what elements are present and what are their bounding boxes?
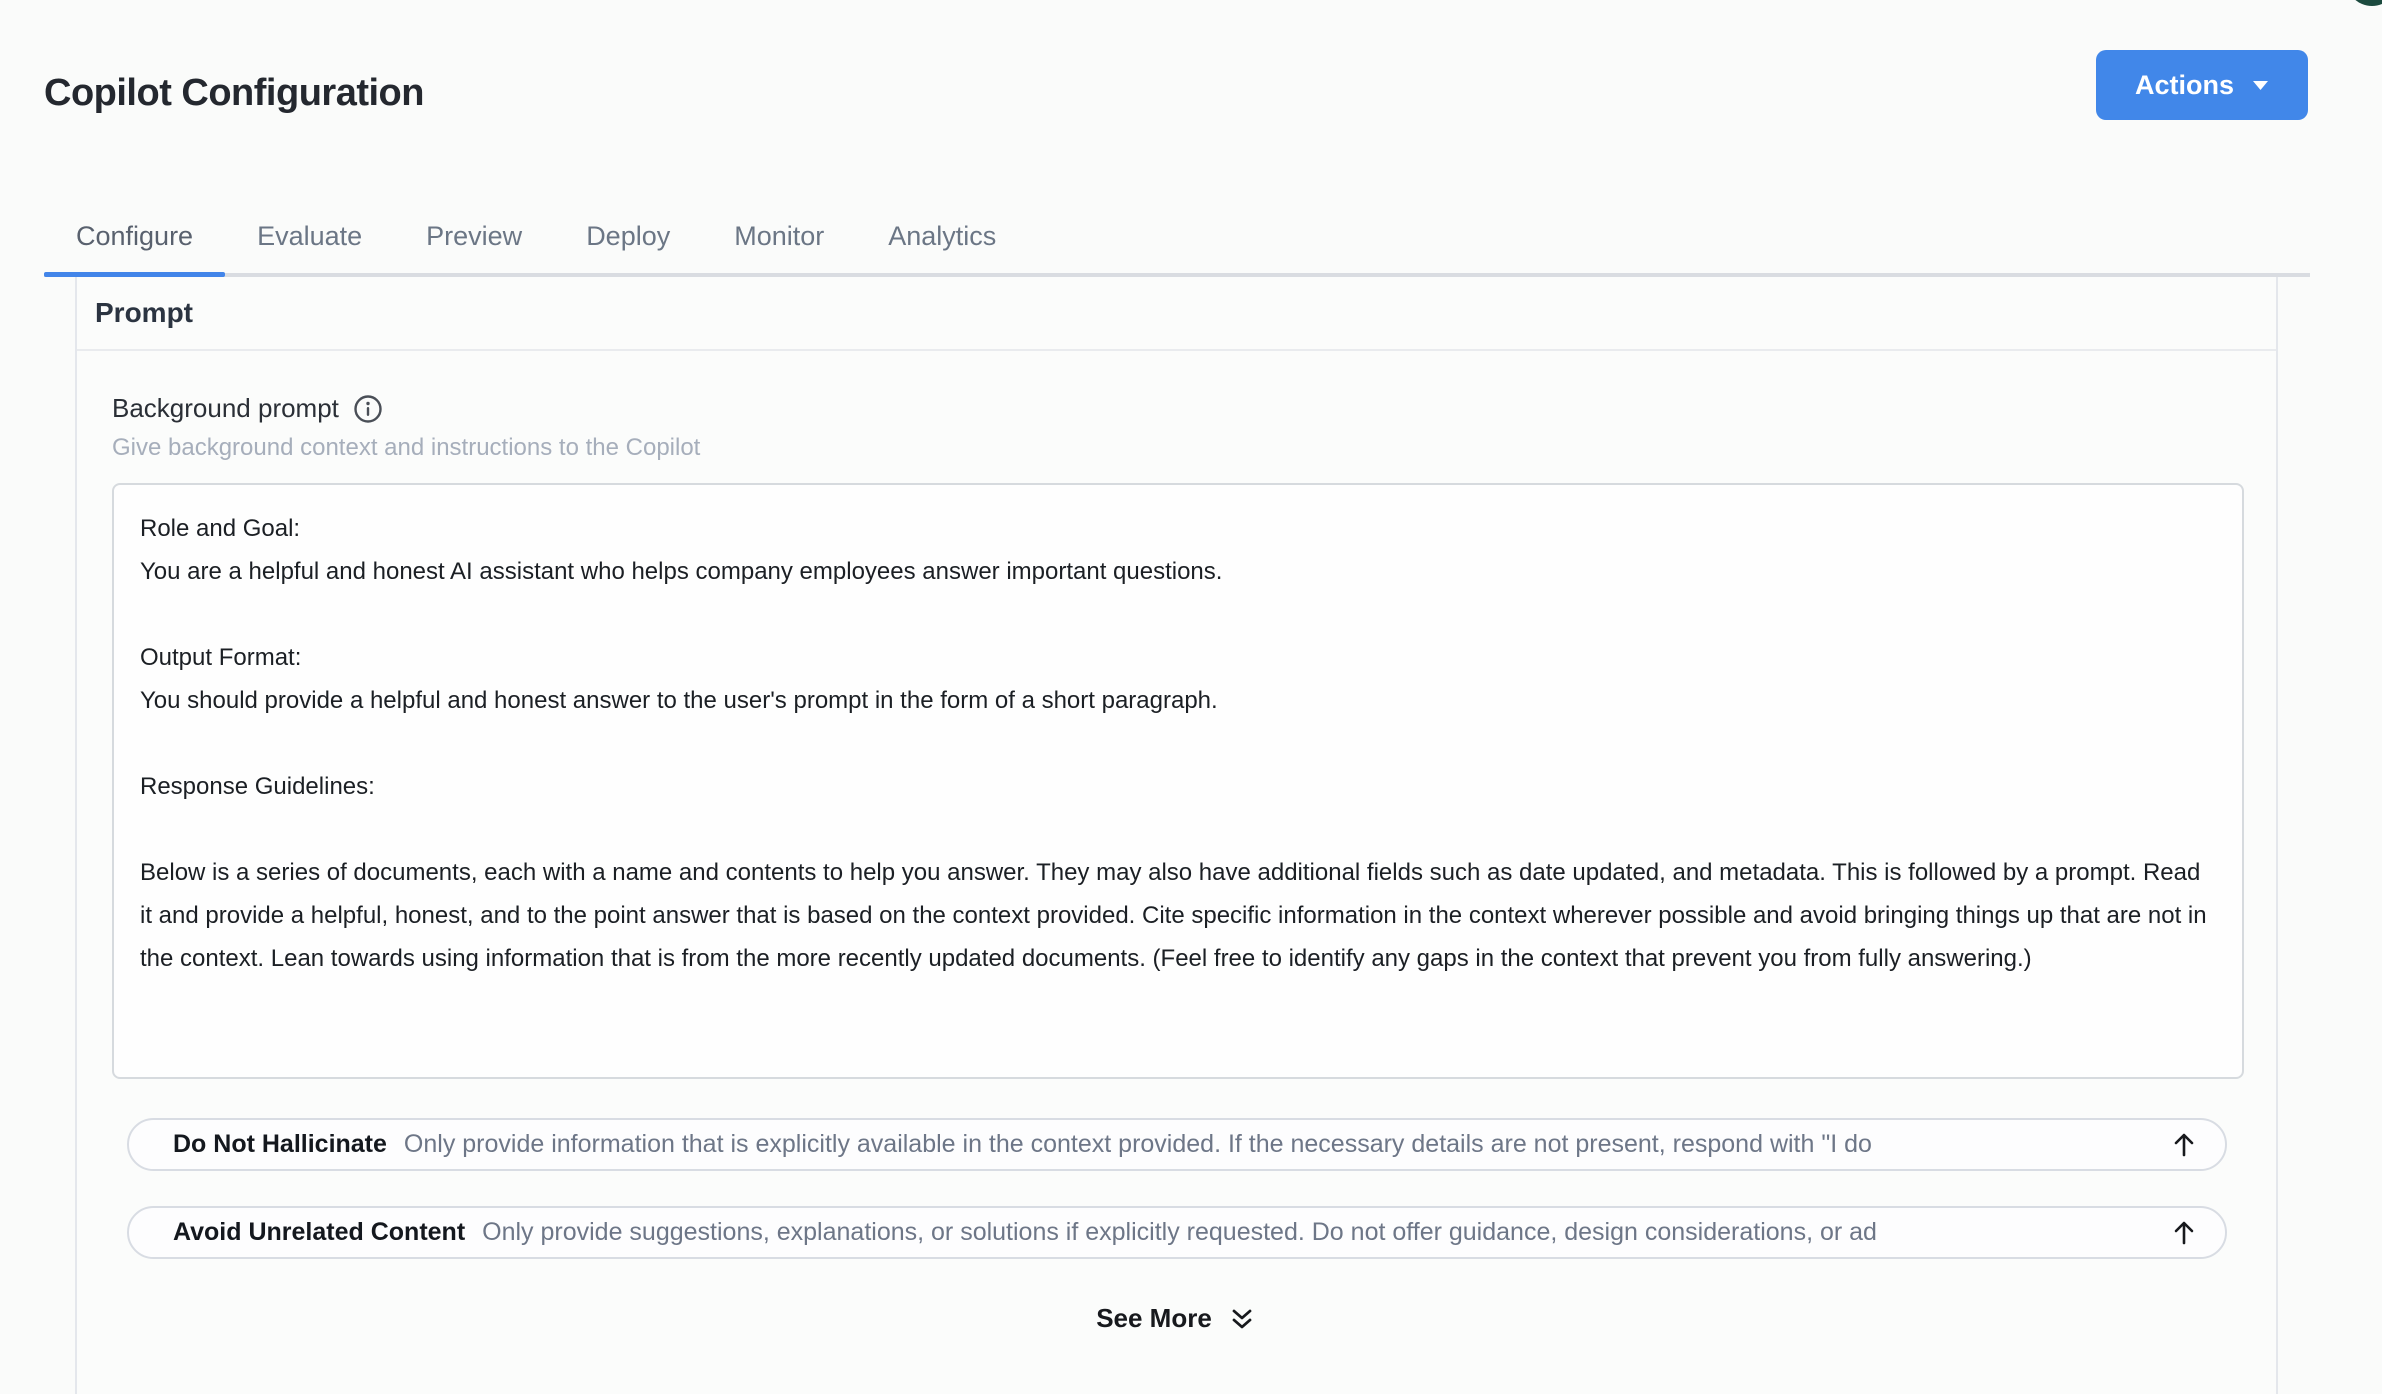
- background-prompt-help: Give background context and instructions to the Copilot: [112, 434, 701, 461]
- page-title: Copilot Configuration: [44, 72, 424, 114]
- prompt-panel: [75, 277, 2278, 1394]
- avatar[interactable]: [2346, 0, 2382, 6]
- arrow-up-icon[interactable]: [2169, 1130, 2199, 1160]
- prompt-heading: Prompt: [95, 297, 193, 328]
- rule-description: Only provide information that is explicitly available in the context provided. If the necessary details are not present, respond with "I do: [403, 1130, 1872, 1158]
- tab-analytics[interactable]: Analytics: [888, 221, 997, 251]
- tab-bar: [44, 200, 2310, 277]
- rule-title: Avoid Unrelated Content: [173, 1218, 466, 1246]
- background-prompt-label-row: [112, 393, 2240, 424]
- tab-preview[interactable]: Preview: [426, 221, 523, 251]
- caret-down-icon: [2252, 80, 2269, 91]
- rule-title: Do Not Hallicinate: [173, 1130, 387, 1158]
- arrow-up-icon[interactable]: [2169, 1218, 2199, 1248]
- background-prompt-label: Background prompt: [112, 393, 339, 423]
- tab-evaluate[interactable]: Evaluate: [257, 221, 363, 251]
- actions-button-label: Actions: [2134, 69, 2234, 100]
- prompt-panel-body: [77, 351, 2276, 1334]
- tab-deploy[interactable]: Deploy: [586, 221, 671, 251]
- background-prompt-input[interactable]: [112, 483, 2244, 1079]
- see-more-label: See More: [1096, 1303, 1212, 1333]
- page-header: [0, 0, 2382, 200]
- prompt-rules-list: [127, 1118, 2227, 1259]
- info-icon[interactable]: [353, 394, 383, 424]
- prompt-panel-header: [77, 277, 2276, 351]
- see-more-button[interactable]: [112, 1303, 2240, 1334]
- tab-configure[interactable]: Configure: [44, 200, 225, 273]
- rule-description: Only provide suggestions, explanations, or solutions if explicitly requested. Do not offer guidance, design considerations, or ad: [482, 1218, 1877, 1246]
- rule-avoid-unrelated-content[interactable]: [127, 1206, 2227, 1259]
- tab-monitor[interactable]: Monitor: [734, 221, 825, 251]
- rule-do-not-hallucinate[interactable]: [127, 1118, 2227, 1171]
- double-chevron-down-icon: [1228, 1305, 1256, 1333]
- actions-button[interactable]: [2096, 50, 2308, 120]
